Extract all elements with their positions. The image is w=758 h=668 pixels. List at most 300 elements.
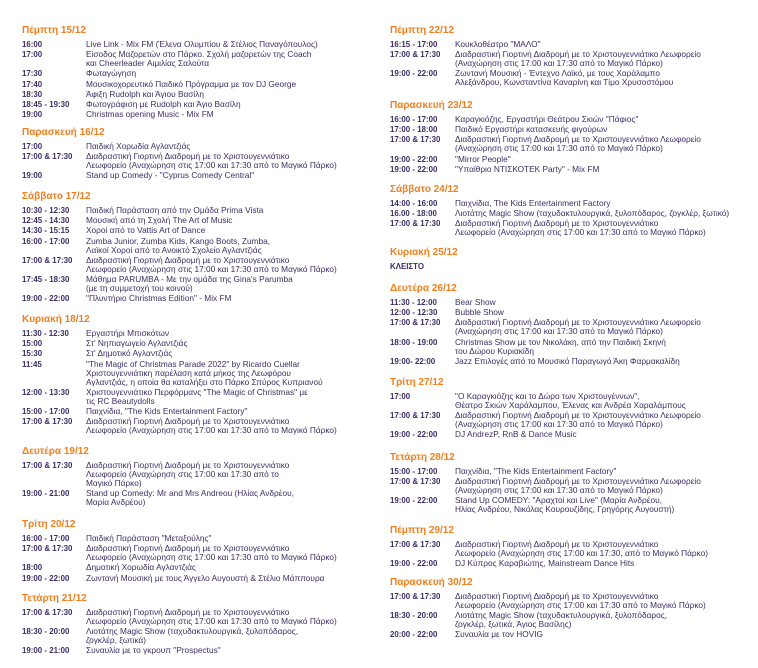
event-description-line: Λεωφορείο (Αναχώρηση στις 17:00 και 17:30 από το Μαγικό Πάρκο) [455,600,706,610]
event-description [455,477,701,495]
event-time: 11:30 - 12:30 [22,329,69,338]
event-description [86,544,337,562]
event-description [86,417,337,435]
event-description-line: Χοροί από το Vattis Art of Dance [86,225,206,236]
event-time: 19:00 - 22:00 [390,154,438,164]
event-row [22,360,337,387]
event-time: 18:30 - 20:00 [390,611,438,621]
event-time: 18:00 - 19:00 [390,337,438,347]
event-description [86,152,337,170]
event-description [455,318,701,336]
event-description [86,50,311,68]
event-time: 15:00 [22,339,43,349]
event-description-line: Λιοτάτης Magic Show (ταχυδακτυλουργικά, ξυλοπόδαρος, [455,610,668,621]
event-description [86,40,318,49]
event-description-line: "Ο Καραγκιόζης και το Δώρο των Χριστουγέννων", [455,391,640,401]
event-description [86,206,263,215]
event-time: 17:00 & 17:30 [390,219,441,229]
event-row [390,630,706,639]
event-description [86,534,211,543]
event-description-line: Μαρία Ανδρέου) [86,497,146,508]
event-description [86,388,308,406]
event-row [390,392,701,410]
event-description [86,226,205,235]
event-row [390,540,708,558]
event-description [86,142,190,151]
event-description-line: Παιχνίδια, The Kids Entertainment Factory [455,198,611,208]
event-time: 19:00 - 21:00 [22,489,70,499]
event-description-line: "The Magic of Christmas Parade 2022" by Ricardo Cuellar [86,358,300,369]
day-block [390,452,701,516]
day-heading: Δευτέρα 26/12 [390,283,457,294]
event-row [22,534,337,543]
event-row [390,592,706,610]
event-time: 17:00 [22,142,43,151]
event-description [455,155,511,164]
event-time: 11:30 - 12:00 [390,298,437,307]
event-description [455,540,708,558]
event-description-line: τις RC Beautydolls [86,395,155,406]
event-description-line: Είσοδος Μαζορετών στο Πάρκο. Σχολή μαζορετών της Coach [86,49,312,60]
event-description-line: Φωτογράφιση με Rudolph και Άγιο Βασίλη [86,98,241,109]
event-description-line: "Mirror People" [455,153,511,164]
event-row [22,216,337,225]
event-row [22,646,337,655]
event-description-line: DJ AndrezP, RnB & Dance Music [455,429,577,440]
event-time: 17:00 & 17:30 [390,318,441,328]
event-description-line: Εργαστήρι Μπισκότων [86,328,170,338]
event-row [390,477,701,495]
event-description-line: Μάθημα PARUMBA - Με την ομάδα της Gina's Parumba [86,273,293,284]
event-row [22,339,337,348]
event-time: 16.00 - 18:00 [390,209,437,219]
event-row [22,206,337,215]
event-time: 19:00 - 22:00 [22,573,70,583]
event-description-line: Stand up Comedy: Mr and Mrs Andreou (Ηλίας Ανδρέου, [86,488,294,499]
event-time: 12:00 - 12:30 [390,308,438,318]
event-row [22,349,337,358]
event-time: 17:00 & 17:30 [22,255,73,265]
event-time: 19:00 - 22:00 [22,294,70,304]
event-description [455,592,706,610]
event-description-line: Λεωφορείο (Αναχώρηση στις 17:00 και 17:30, από το Μαγικό Πάρκο) [455,548,709,558]
event-time: 16:00 - 17:00 [22,534,70,543]
event-description-line: Λεωφορείο (Αναχώρηση στις 17:00 και 17:30 από το Μαγικό Πάρκο) [86,616,337,626]
event-time: 14:30 - 15:15 [22,226,70,236]
event-description [455,40,541,49]
event-description [86,80,296,89]
event-time: 14:00 - 16:00 [390,199,438,208]
event-time: 17:00 & 17:30 [22,608,73,617]
event-row [390,338,701,356]
event-description [455,199,611,208]
event-description [86,237,270,255]
event-description-line: Διαδραστική Γιορτινή Διαδρομή με το Χριστουγεννιάτικο [86,254,290,265]
event-description [455,467,616,476]
event-row [390,125,701,134]
event-description-line: Διαδραστική Γιορτινή Διαδρομή με το Χριστουγεννιάτικο [455,218,659,229]
event-row [22,226,337,235]
event-description [86,574,324,583]
event-description-line: Ζωντανή Μουσική με τους Άγγελο Αυγουστή & Στέλιο Μάππουρα [86,572,325,583]
event-description-line: Διαδραστική Γιορτινή Διαδρομή με το Χριστουγεννιάτικο [86,607,290,617]
event-row [22,152,337,170]
event-description-line: Διαδραστική Γιορτινή Διαδρομή με το Χριστουγεννιάτικο [86,543,290,554]
event-row [390,165,701,174]
event-description [455,219,706,237]
event-time: 16:15 - 17:00 [390,40,438,49]
event-time: 12:00 - 13:30 [22,387,70,397]
event-time: 17:40 [22,79,43,89]
event-description [455,496,674,514]
event-description-line: (Αναχώρηση στις 17:00 και 17:30 από το Μαγικό Πάρκο) [455,326,663,337]
event-time: 19:00 - 21:00 [22,646,70,656]
day-heading: Τρίτη 27/12 [390,377,444,388]
event-time: 19:00 [22,171,43,181]
day-block [390,525,708,569]
event-description-line: Live Link - Mix FM (Έλενα Ολυμπίου & Στέλιος Παναγόπουλος) [86,39,318,49]
event-time: 17:45 - 18:30 [22,274,70,284]
event-description [455,69,673,87]
event-time: 19:00 - 22:00 [390,164,438,174]
event-description-line: Στ' Δημοτικό Αγλαντζιάς [86,348,173,359]
event-time: 20:00 - 22:00 [390,630,438,640]
event-time: 17:00 & 17:30 [390,477,441,487]
event-description [455,115,638,124]
event-description [86,90,204,99]
event-description-line: Καραγκιόζης, Εργαστήρι Θεάτρου Σκιών "Πάφιος" [455,114,639,124]
event-description-line: Διαδραστική Γιορτινή Διαδρομή με το Χριστουγεννιάτικο Λεωφορείο [455,410,701,421]
event-row [22,608,337,626]
day-block [22,127,337,182]
event-description-line: και Cheerleader Αιμιλίας Σαλούτα [86,58,210,69]
day-block [390,184,729,239]
event-description [86,329,169,338]
day-block [390,25,701,89]
event-description [86,171,254,180]
event-description-line: Αλεξάνδρου, Κωνσταντίνα Καναρίνη και Τίμο Χρυσοστόμου [455,77,674,88]
event-row [390,135,701,153]
event-row [390,298,701,307]
event-description [455,165,599,174]
event-description-line: Διαδραστική Γιορτινή Διαδρομή με το Χριστουγεννιάτικο Λεωφορείο [455,49,701,60]
event-description [455,209,729,218]
event-description-line: Λεωφορείο (Αναχώρηση στις 17:00 και 17:30 από το Μαγικό Πάρκο) [86,425,337,436]
event-row [390,155,701,164]
day-heading: Παρασκευή 23/12 [390,100,473,111]
event-time: 17:00 & 17:30 [22,417,73,427]
event-description-line: Λεωφορείο (Αναχώρηση στις 17:00 και 17:30 από το Μαγικό Πάρκο) [455,227,706,238]
event-description [86,100,241,109]
event-description [455,411,701,429]
event-row [22,489,294,507]
event-description-line: Κουκλοθέατρο "ΜΑΛΟ" [455,39,541,49]
event-description-line: Παιχνίδια, "The Kids Entertainment Factory" [86,405,248,416]
event-description-line: Διαδραστική Γιορτινή Διαδρομή με το Χριστουγεννιάτικο [86,416,290,427]
day-block [22,446,294,508]
event-description [455,357,680,366]
event-description-line: Χριστουγεννιάτικο Περφόρμανς "The Magic of Christmas" με [86,386,308,397]
day-heading: Σάββατο 17/12 [22,191,91,202]
event-time: 19:00 - 22:00 [390,430,438,440]
event-description-line: Zumba Junior, Zumba Kids, Kango Boots, Zumba, [86,235,271,246]
event-row [390,115,701,124]
event-time: 17:00 & 17:30 [22,544,73,554]
event-row [22,275,337,293]
day-heading: Πέμπτη 22/12 [390,25,454,36]
event-time: 15:00 - 17:00 [390,467,438,476]
event-row [22,142,337,151]
event-description [455,338,666,356]
event-description-line: Bubble Show [455,307,504,318]
event-time: 17:00 & 17:30 [22,461,73,470]
day-block [390,377,701,441]
event-description-line: Μουσικοχορευτικό Παιδικό Πρόγραμμα με τον DJ George [86,78,297,89]
event-description-line: (Αναχώρηση στις 17:00 και 17:30 από το Μαγικό Πάρκο) [455,419,663,430]
event-row [390,611,706,629]
event-description-line: Παιδικό Εργαστήρι κατασκευής φιγούρων [455,124,608,135]
event-description [86,360,323,387]
day-heading: Τετάρτη 28/12 [390,452,455,463]
event-description-line: Συναυλία με το γκρουπ "Prospectus" [86,645,221,656]
event-description [86,608,337,626]
day-heading: Τρίτη 20/12 [22,519,76,530]
event-time: 12:45 - 14:30 [22,216,70,226]
event-description-line: Λεωφορείο (Αναχώρηση στις 17:00 και 17:30 από το Μαγικό Πάρκο) [86,160,337,171]
event-time: 15:00 - 17:00 [22,406,70,416]
day-heading: Κυριακή 18/12 [22,314,90,325]
event-description-line: Δημοτική Χορωδία Αγλαντζιάς [86,562,196,573]
event-time: 17:00 & 17:30 [390,411,441,421]
event-description-line: Stand Up COMEDY: "Αραχτοί και Live" (Μαρία Ανδρέου, [455,495,662,506]
event-description-line: Christmas Show με τον Νικολάκη, από την Παιδική Σκηνή [455,336,666,347]
event-time: 19:00 - 22:00 [390,69,438,79]
day-heading: Πέμπτη 15/12 [22,25,86,36]
event-row [390,209,729,218]
day-block [22,519,337,584]
day-heading: Παρασκευή 16/12 [22,127,105,138]
event-time: 15:30 [22,349,43,359]
event-description-line: Παιδική Παράσταση "Μεταξούλης" [86,533,212,543]
event-description-line: DJ Κύπρος Καραβιώτης, Mainstream Dance Hits [455,558,635,569]
event-row [22,627,337,645]
event-row [390,50,701,68]
event-time: 18:30 [22,89,43,99]
event-row [390,40,701,49]
event-description-line: Λεωφορείο (Αναχώρηση στις 17:00 και 17:30 από το [86,469,279,479]
event-description-line: "Πλυντήριο Christmas Edition" - Mix FM [86,293,232,304]
event-description-line: (Αναχώρηση στις 17:00 και 17:30 από το Μαγικό Πάρκο) [455,485,663,496]
event-time: 10:30 - 12:30 [22,206,70,215]
event-row [390,318,701,336]
event-description [86,110,214,119]
event-description-line: Ζωντανή Μουσική - Έντεχνο Λαϊκό, με τους Χαράλαμπο [455,68,660,79]
event-description [86,339,187,348]
event-description [86,256,337,274]
event-description [455,630,543,639]
event-description-line: Διαδραστική Γιορτινή Διαδρομή με το Χριστουγεννιάτικο [86,151,290,162]
event-row [390,467,701,476]
event-description-line: Συναυλία με τον HOVIG [455,629,543,640]
event-description-line: Διαδραστική Γιορτινή Διαδρομή με το Χριστουγεννιάτικο Λεωφορείο [455,317,701,328]
event-description [86,563,196,572]
day-heading: Τετάρτη 21/12 [22,593,87,604]
event-row [22,69,318,78]
event-time: 19:00- 22:00 [390,356,436,366]
event-description-line: Stand up Comedy - "Cyprus Comedy Central" [86,170,255,181]
day-block [390,577,706,641]
event-row [390,411,701,429]
event-description-line: Φωταγώγηση [86,68,137,79]
event-description-line: "Υπαίθριο ΝΤΙΣΚΟΤΕΚ Party" - Mix FM [455,163,600,174]
event-description-line: Λιοτάτης Magic Show (ταχυδακτυλουργικά, ξυλοπόδαρος, [86,626,299,637]
event-description [86,294,231,303]
event-time: 17:00 & 17:30 [390,592,441,601]
event-description-line: Χριστουγεννιάτικη παρέλαση κατά μήκος της Λεωφόρου [86,367,291,378]
day-block [390,247,458,271]
event-row [22,110,318,119]
day-heading: Σάββατο 24/12 [390,184,459,195]
event-row [390,430,701,439]
day-block [22,25,318,120]
event-description [86,69,136,78]
event-description-line: Διαδραστική Γιορτινή Διαδρομή με το Χριστουγεννιάτικο [455,591,659,601]
event-description-line: Παιδική Παράσταση από την Ομάδα Prima Vista [86,205,264,215]
event-row [390,496,701,514]
event-description-line: Christmas opening Music - Mix FM [86,109,214,120]
event-description-line: Διαδραστική Γιορτινή Διαδρομή με το Χριστουγεννιάτικο [455,539,659,549]
day-block [22,314,337,436]
event-row [390,199,729,208]
event-time: 17:00 [390,392,411,401]
event-description-line: (με τη συμμετοχή του κοινού) [86,282,193,293]
event-time: 17:00 & 17:30 [390,135,441,145]
event-time: 19:00 [22,110,43,120]
event-description-line: Bear Show [455,297,496,307]
event-row [390,308,701,317]
event-time: 16:00 - 17:00 [22,236,70,246]
event-description-line: Διαδραστική Γιορτινή Διαδρομή με το Χριστουγεννιάτικο Λεωφορείο [455,134,701,145]
event-description [455,298,496,307]
event-description-line: ζογκλέρ, ξωτικά) [86,635,146,646]
event-time: 16:00 - 17:00 [390,115,438,124]
event-row [390,69,701,87]
event-row [22,417,337,435]
event-time: 19:00 - 22:00 [390,496,438,506]
event-description [455,430,577,439]
event-time: 19:00 - 22:00 [390,559,438,569]
day-heading: Κυριακή 25/12 [390,247,458,258]
day-heading: Δευτέρα 19/12 [22,446,89,457]
event-row [22,237,337,255]
event-description-line: Αγλαντζιάς, η οποία θα καταλήξει στο Πάρκο Σπύρος Κυπριανού [86,376,323,387]
event-description [86,489,294,507]
event-row [22,407,337,416]
event-description-line: Μουσική από τη Σχολή The Art of Music [86,215,233,226]
event-row [22,563,337,572]
event-row [22,50,318,68]
event-description-line: Λεωφορείο (Αναχώρηση στις 17:00 και 17:30 από το Μαγικό Πάρκο) [86,552,337,563]
event-description [86,407,247,416]
event-description [86,461,289,488]
event-time: 18:30 - 20:00 [22,627,70,637]
event-row [22,80,318,89]
event-row [22,100,318,109]
day-block [390,283,701,367]
event-time: 17:00 - 18:00 [390,125,438,135]
event-description [86,349,172,358]
event-row [22,574,337,583]
event-row [390,219,729,237]
day-block [390,100,701,175]
day-heading: Πέμπτη 29/12 [390,525,454,536]
event-row [22,544,337,562]
event-description [455,308,504,317]
event-row [22,294,337,303]
day-heading: Παρασκευή 30/12 [390,577,473,588]
event-description-line: Λαϊκοί Χοροί από το Ανοικτό Σχολείο Αγλαντζιάς [86,244,262,255]
event-time: 17:30 [22,69,43,79]
event-time: 18:00 [22,563,43,573]
closed-note: ΚΛΕΙΣΤΟ [390,262,424,271]
event-row [390,357,701,366]
event-row [22,388,337,406]
event-description [86,646,221,655]
event-description [86,627,298,645]
event-description [455,135,701,153]
event-time: 18:45 - 19:30 [22,99,70,109]
event-description [455,611,667,629]
event-description-line: Ηλίας Ανδρέου, Νικόλας Κουρουζίδης, Γρηγόρης Αυγουστή) [455,504,675,515]
event-description [86,275,293,293]
event-description-line: Διαδραστική Γιορτινή Διαδρομή με το Χριστουγεννιάτικο Λεωφορείο [455,476,701,487]
event-description-line: Μαγικό Πάρκο) [86,478,142,488]
day-block [22,191,337,304]
event-description-line: Άφιξη Rudolph και Άγιου Βασίλη [86,88,205,99]
event-row [22,90,318,99]
event-row [22,329,337,338]
event-time: 17:00 & 17:30 [22,152,73,162]
event-description-line: Θέατρο Σκιών Χαράλαμπου, Έλενας και Ανδρέα Χαραλάμπους [455,400,686,410]
event-description [455,559,634,568]
event-time: 17:00 [22,50,43,60]
event-row [22,40,318,49]
event-row [390,559,708,568]
event-description-line: Παιδική Χορωδία Αγλαντζιάς [86,141,191,151]
event-description [455,50,701,68]
event-time: 11:45 [22,359,42,369]
event-row [22,256,337,274]
event-description-line: Παιχνίδια, "The Kids Entertainment Factory" [455,466,617,476]
event-row [22,171,337,180]
event-description [455,125,607,134]
event-description-line: Jazz Επιλογές από το Μουσικό Παραγωγό Άκη Φαρμακαλίδη [455,355,680,366]
event-description [86,216,232,225]
event-time: 17:00 & 17:30 [390,540,441,549]
event-description-line: (Αναχώρηση στις 17:00 και 17:30 από το Μαγικό Πάρκο) [455,143,663,154]
event-description-line: Διαδραστική Γιορτινή Διαδρομή με το Χριστουγεννιάτικο [86,460,290,470]
event-description-line: Λεωφορείο (Αναχώρηση στις 17:00 και 17:30 από το Μαγικό Πάρκο) [86,263,337,274]
event-description-line: (Αναχώρηση στις 17:00 και 17:30 από το Μαγικό Πάρκο) [455,58,663,69]
event-description-line: ζογκλέρ, ξωτικά, Άγιος Βασίλης) [455,619,572,630]
event-row [22,461,294,488]
event-description-line: του Δώρου Κυριακίδη [455,345,535,356]
event-time: 17:00 & 17:30 [390,50,441,60]
day-block [22,593,337,657]
event-description [455,392,686,410]
event-time: 16:00 [22,40,43,49]
event-description-line: Λιοτάτης Magic Show (ταχυδακτυλουργικά, ξυλοπόδαρος, ζογκλέρ, ξωτικό) [455,208,730,219]
